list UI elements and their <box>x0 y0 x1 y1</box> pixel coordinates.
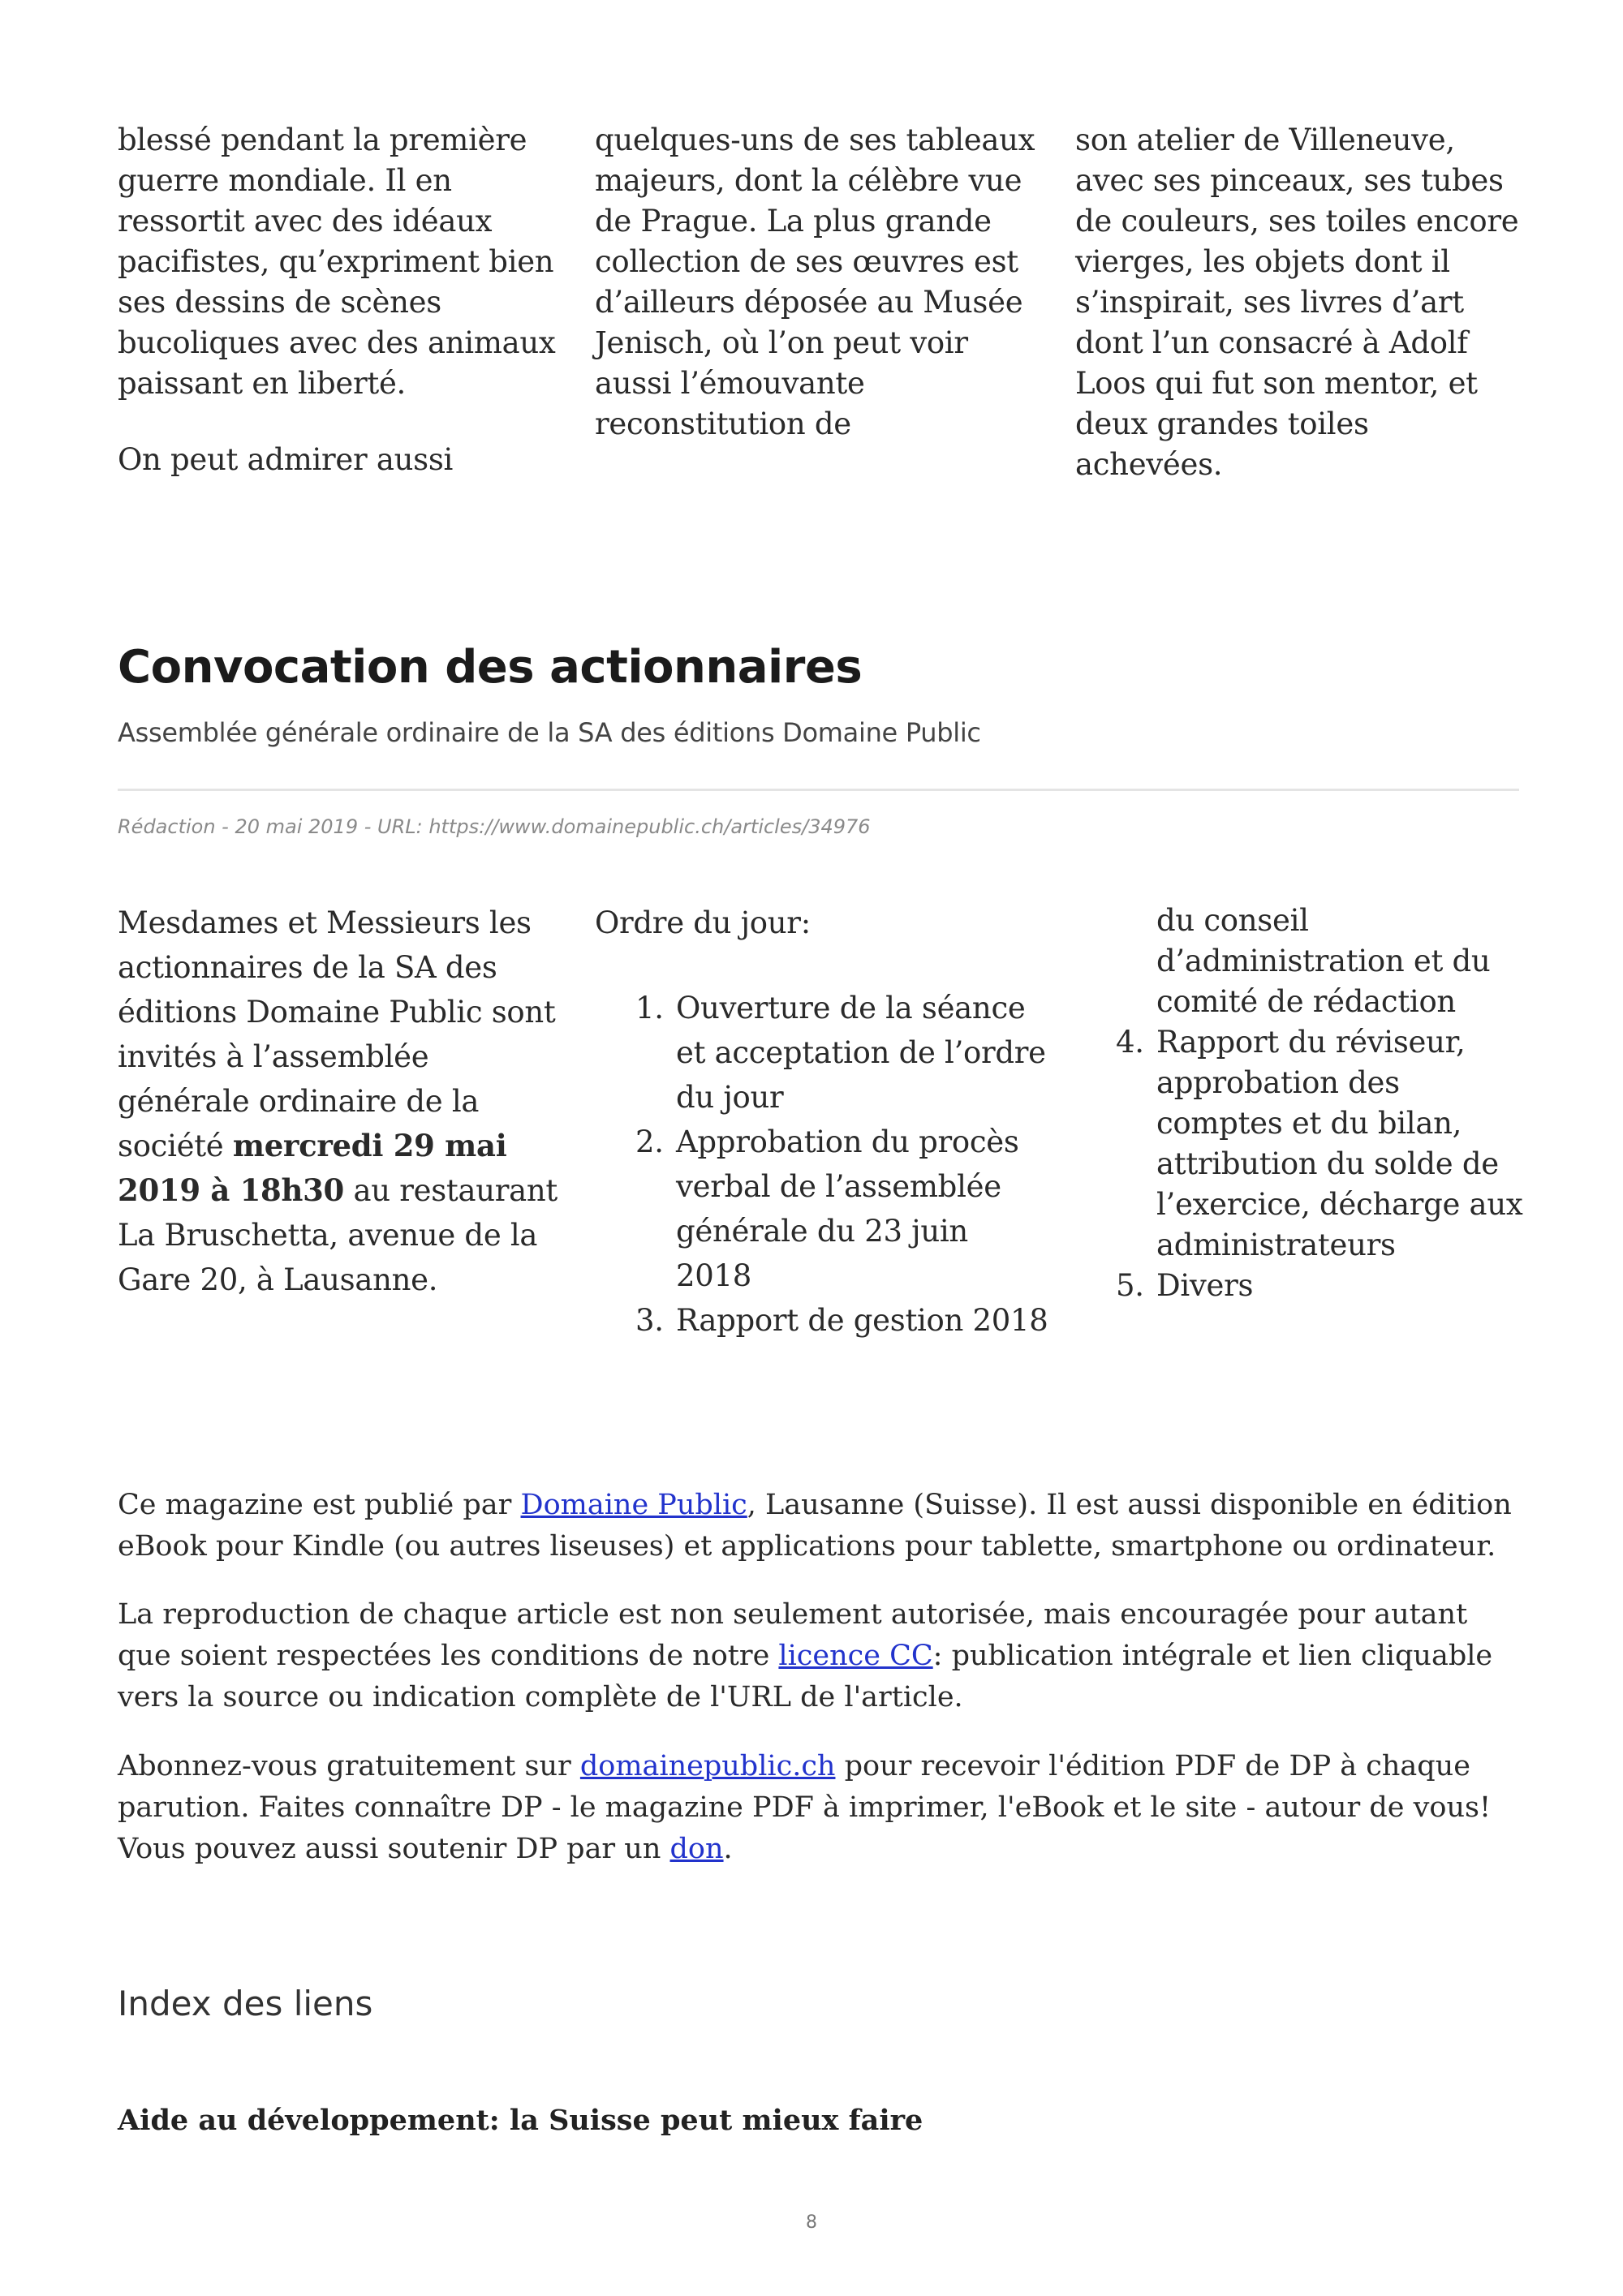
licence-cc-link[interactable]: licence CC <box>778 1640 933 1672</box>
paragraph: blessé pendant la première guerre mondiale. Il en ressortit avec des idéaux pacifistes, qu’expriment bien ses dessins de scènes bucoliques avec des animaux paissant en liberté. <box>118 123 556 401</box>
paragraph: son atelier de Villeneuve, avec ses pinceaux, ses tubes de couleurs, ses toiles encore vierges, les objets dont il s’inspirait, ses livres d’art dont l’un consacré à Adolf Loos qui fut son mentor, et deux grandes toiles achevées. <box>1075 123 1519 482</box>
page-number: 8 <box>806 2212 817 2233</box>
subscribe-note: Abonnez-vous gratuitement sur domainepublic.ch pour recevoir l'édition PDF de DP à chaque parution. Faites connaître DP - le magazine PDF à imprimer, l'eBook et le site - autour de vous! Vous pouvez aussi soutenir DP par un don. <box>118 1750 1492 1865</box>
article-column-1 <box>118 120 556 480</box>
article-column-2 <box>595 120 1041 445</box>
domaine-public-link[interactable]: Domaine Public <box>520 1489 747 1521</box>
divider <box>118 789 1519 791</box>
list-item: 3. Rapport de gestion 2018 <box>635 1303 1048 1338</box>
list-item: 5. Divers <box>1116 1268 1254 1303</box>
convocation-column-1 <box>118 901 560 1302</box>
license-note: La reproduction de chaque article est non seulement autorisée, mais encouragée pour autant que soient respectées les conditions de notre licence CC: publication intégrale et lien cliquable vers la source ou indication complète de l'URL de l'article. <box>118 1598 1493 1713</box>
convocation-intro: Mesdames et Messieurs les actionnaires de la SA des éditions Domaine Public sont invités à l’assemblée générale ordinaire de la société mercredi 29 mai 2019 à 18h30 au restaurant La Bruschetta, avenue de la Gare 20, à Lausanne. <box>118 905 558 1297</box>
agenda-list <box>635 986 1049 1343</box>
list-item: 1. Ouverture de la séance et acceptation de l’ordre du jour <box>635 991 1046 1115</box>
convocation-column-3 <box>1116 901 1526 1306</box>
agenda-heading: Ordre du jour: <box>595 905 811 940</box>
list-item: du conseil d’administration et du comité de rédaction <box>1156 903 1491 1019</box>
list-item: 4. Rapport du réviseur, approbation des comptes et du bilan, attribution du solde de l’exercice, décharge aux administrateurs <box>1116 1025 1523 1262</box>
paragraph: quelques-uns de ses tableaux majeurs, dont la célèbre vue de Prague. La plus grande collection de ses œuvres est d’ailleurs déposée au Musée Jenisch, où l’on peut voir aussi l’émouvante reconstitution de <box>595 123 1035 441</box>
article-title: Convocation des actionnaires <box>118 641 863 694</box>
list-item: 2. Approbation du procès verbal de l’assemblée générale du 23 juin 2018 <box>635 1124 1019 1293</box>
links-index-title: Index des liens <box>118 1984 373 2023</box>
article-subtitle: Assemblée générale ordinaire de la SA des éditions Domaine Public <box>118 717 981 748</box>
agenda-list-continued <box>1116 901 1526 1306</box>
links-index-item: Aide au développement: la Suisse peut mieux faire <box>118 2104 923 2137</box>
domainepublic-link[interactable]: domainepublic.ch <box>579 1750 836 1782</box>
article-column-3 <box>1075 120 1522 485</box>
paragraph: On peut admirer aussi <box>118 442 454 477</box>
meeting-date: mercredi 29 mai 2019 à 18h30 <box>118 1128 507 1208</box>
publisher-note: Ce magazine est publié par Domaine Public, Lausanne (Suisse). Il est aussi disponible en édition eBook pour Kindle (ou autres liseuses) et applications pour tablette, smartphone ou ordinateur. <box>118 1489 1512 1563</box>
article-meta: Rédaction - 20 mai 2019 - URL: https://www.domainepublic.ch/articles/34976 <box>118 815 871 838</box>
convocation-column-2 <box>595 901 1049 1343</box>
donation-link[interactable]: don <box>669 1833 724 1865</box>
